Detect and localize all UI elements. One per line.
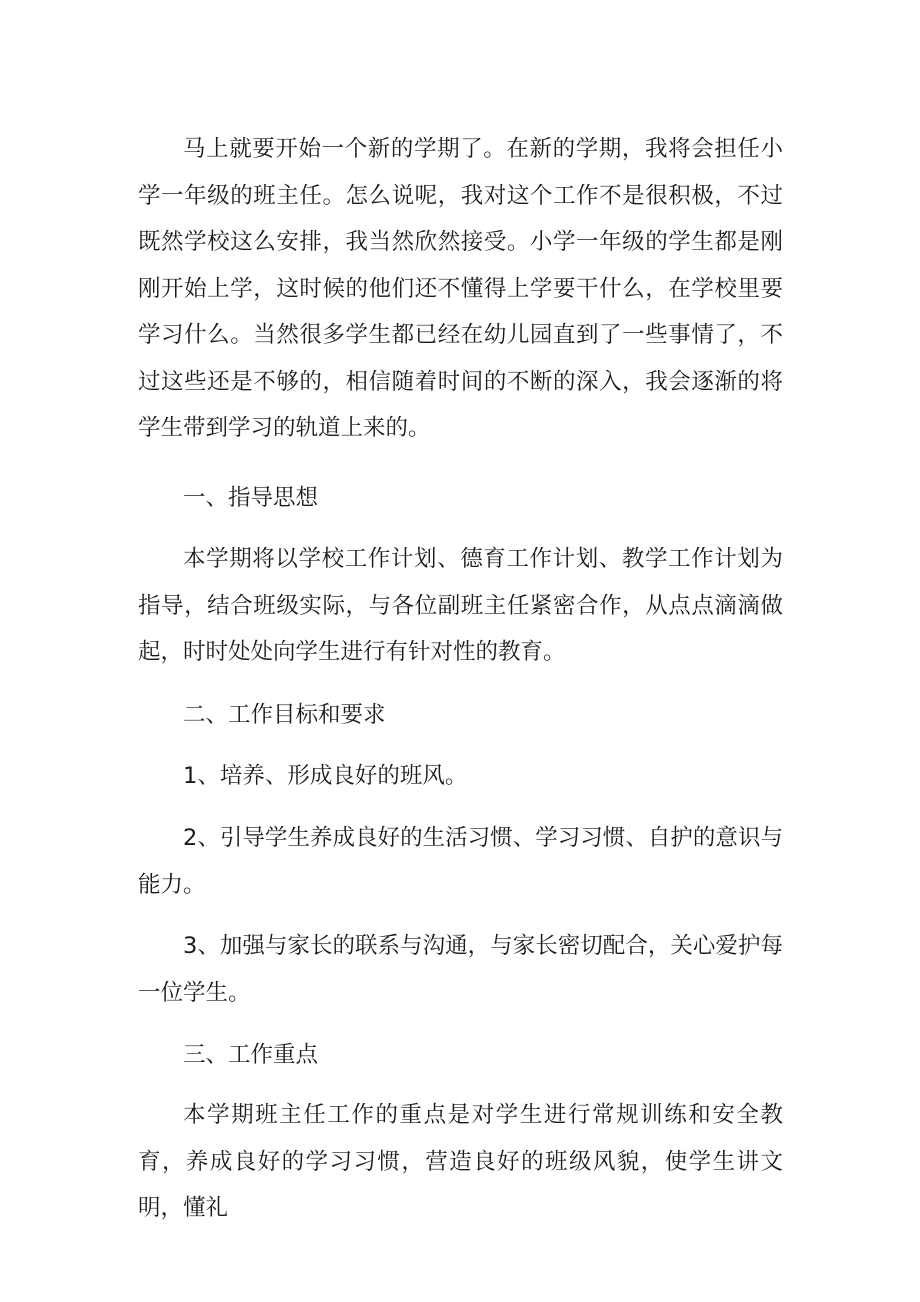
guiding-ideology-paragraph: 本学期将以学校工作计划、德育工作计划、教学工作计划为指导，结合班级实际，与各位副班主任紧密合作，从点点滴滴做起，时时处处向学生进行有针对性的教育。	[138, 546, 783, 665]
goal-item-3: 3、加强与家长的联系与沟通，与家长密切配合，关心爱护每一位学生。	[138, 933, 783, 1006]
section-heading-key-work: 三、工作重点	[183, 1042, 319, 1068]
section-heading-guiding-ideology: 一、指导思想	[183, 485, 319, 511]
intro-paragraph: 马上就要开始一个新的学期了。在新的学期，我将会担任小学一年级的班主任。怎么说呢，我对这个工作不是很积极，不过既然学校这么安排，我当然欣然接受。小学一年级的学生都是刚刚开始上学，这时候的他们还不懂得上学要干什么，在学校里要学习什么。当然很多学生都已经在幼儿园直到了一些事情了，不过这些还是不够的，相信随着时间的不断的深入，我会逐渐的将学生带到学习的轨道上来的。	[138, 136, 783, 441]
section-heading-goals: 二、工作目标和要求	[183, 702, 386, 728]
goal-item-2: 2、引导学生养成良好的生活习惯、学习习惯、自护的意识与能力。	[138, 825, 783, 898]
key-work-paragraph: 本学期班主任工作的重点是对学生进行常规训练和安全教育，养成良好的学习习惯，营造良好的班级风貌，使学生讲文明，懂礼	[138, 1102, 783, 1221]
goal-item-1: 1、培养、形成良好的班风。	[183, 763, 468, 789]
